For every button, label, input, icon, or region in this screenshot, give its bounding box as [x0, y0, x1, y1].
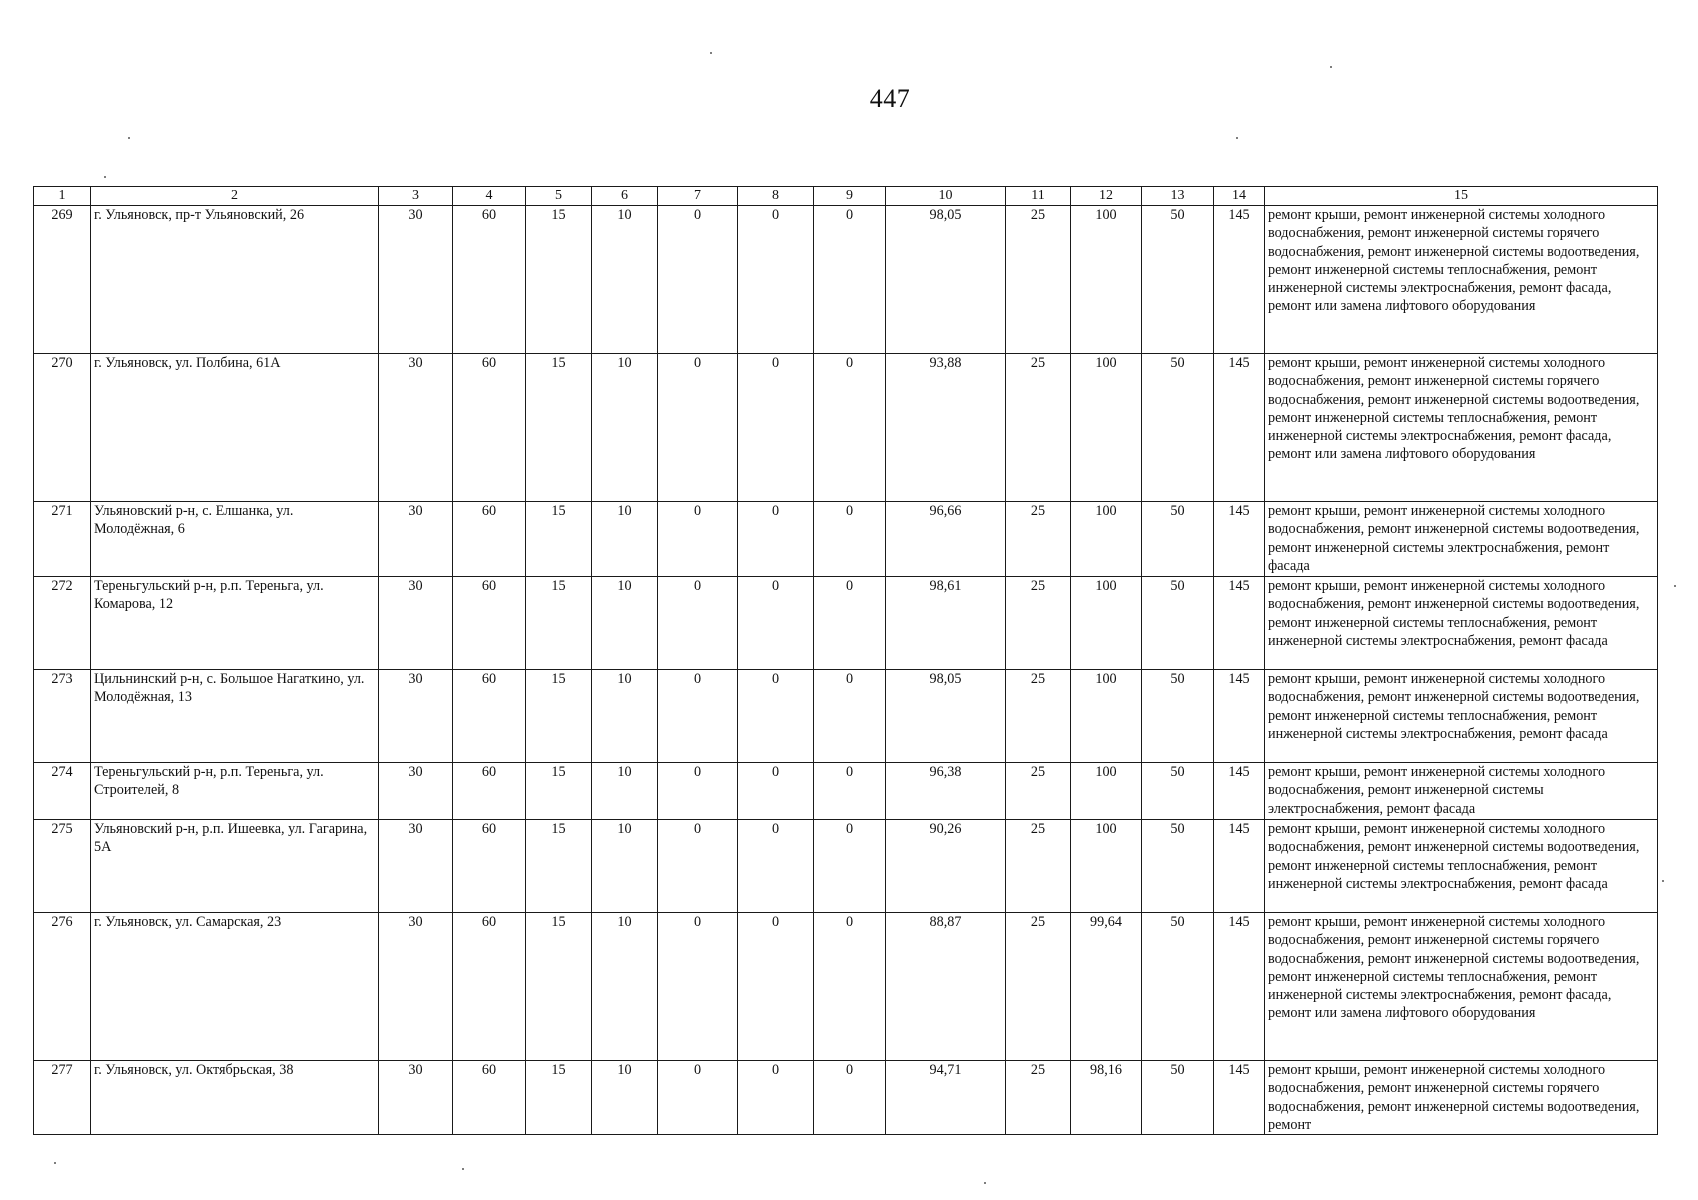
value-cell: 0 — [738, 354, 814, 502]
column-header: 2 — [91, 187, 379, 206]
value-cell: 15 — [526, 1061, 592, 1135]
value-cell: 0 — [658, 913, 738, 1061]
address-cell: г. Ульяновск, ул. Октябрьская, 38 — [91, 1061, 379, 1135]
value-cell: 15 — [526, 206, 592, 354]
value-cell: 0 — [658, 206, 738, 354]
value-cell: 0 — [814, 913, 886, 1061]
value-cell: 0 — [738, 913, 814, 1061]
value-cell: 10 — [592, 206, 658, 354]
value-cell: 30 — [379, 670, 453, 763]
value-cell: 100 — [1071, 763, 1142, 820]
table-row — [34, 502, 1658, 577]
value-cell: 50 — [1142, 670, 1214, 763]
value-cell: 0 — [658, 1061, 738, 1135]
value-cell: 60 — [453, 1061, 526, 1135]
value-cell: 10 — [592, 913, 658, 1061]
value-cell: 145 — [1214, 502, 1265, 577]
column-header: 7 — [658, 187, 738, 206]
address-cell: г. Ульяновск, ул. Самарская, 23 — [91, 913, 379, 1061]
value-cell: 100 — [1071, 577, 1142, 670]
column-header: 11 — [1006, 187, 1071, 206]
value-cell: 30 — [379, 1061, 453, 1135]
value-cell: 0 — [814, 354, 886, 502]
scan-speck — [710, 52, 712, 54]
value-cell: 15 — [526, 763, 592, 820]
header-row — [34, 187, 1658, 206]
value-cell: 15 — [526, 820, 592, 913]
value-cell: 0 — [658, 670, 738, 763]
works-cell: ремонт крыши, ремонт инженерной системы холодного водоснабжения, ремонт инженерной системы горячего водоснабжения, ремонт инженерной системы водоотведения, ремонт инженерной системы теплоснабжения, ремонт инженерной системы электроснабжения, ремонт фасада, ремонт или замена лифтового оборудования — [1265, 354, 1658, 502]
buildings-table — [33, 186, 1658, 1135]
scan-speck — [1330, 66, 1332, 68]
value-cell: 0 — [814, 670, 886, 763]
value-cell: 145 — [1214, 206, 1265, 354]
value-cell: 60 — [453, 206, 526, 354]
value-cell: 25 — [1006, 670, 1071, 763]
value-cell: 0 — [738, 577, 814, 670]
value-cell: 0 — [658, 354, 738, 502]
value-cell: 50 — [1142, 763, 1214, 820]
table-row — [34, 354, 1658, 502]
value-cell: 0 — [814, 577, 886, 670]
column-header: 4 — [453, 187, 526, 206]
value-cell: 25 — [1006, 206, 1071, 354]
address-cell: Тереньгульский р-н, р.п. Тереньга, ул. Строителей, 8 — [91, 763, 379, 820]
value-cell: 50 — [1142, 502, 1214, 577]
scan-speck — [1236, 137, 1238, 139]
row-number: 273 — [34, 670, 91, 763]
value-cell: 98,05 — [886, 206, 1006, 354]
value-cell: 15 — [526, 577, 592, 670]
value-cell: 30 — [379, 763, 453, 820]
value-cell: 25 — [1006, 577, 1071, 670]
value-cell: 145 — [1214, 577, 1265, 670]
value-cell: 50 — [1142, 577, 1214, 670]
table-row — [34, 763, 1658, 820]
value-cell: 0 — [814, 206, 886, 354]
column-header: 13 — [1142, 187, 1214, 206]
table-row — [34, 206, 1658, 354]
value-cell: 60 — [453, 502, 526, 577]
table-row — [34, 820, 1658, 913]
value-cell: 25 — [1006, 1061, 1071, 1135]
works-cell: ремонт крыши, ремонт инженерной системы холодного водоснабжения, ремонт инженерной системы электроснабжения, ремонт фасада — [1265, 763, 1658, 820]
row-number: 275 — [34, 820, 91, 913]
value-cell: 15 — [526, 913, 592, 1061]
value-cell: 0 — [738, 820, 814, 913]
row-number: 272 — [34, 577, 91, 670]
value-cell: 25 — [1006, 763, 1071, 820]
value-cell: 10 — [592, 502, 658, 577]
scan-speck — [128, 137, 130, 139]
value-cell: 50 — [1142, 206, 1214, 354]
value-cell: 60 — [453, 913, 526, 1061]
value-cell: 98,05 — [886, 670, 1006, 763]
row-number: 270 — [34, 354, 91, 502]
value-cell: 10 — [592, 1061, 658, 1135]
value-cell: 145 — [1214, 820, 1265, 913]
register-sheet — [33, 186, 1657, 1135]
value-cell: 60 — [453, 820, 526, 913]
value-cell: 100 — [1071, 670, 1142, 763]
works-cell: ремонт крыши, ремонт инженерной системы холодного водоснабжения, ремонт инженерной системы горячего водоснабжения, ремонт инженерной системы водоотведения, ремонт инженерной системы теплоснабжения, ремонт инженерной системы электроснабжения, ремонт фасада, ремонт или замена лифтового оборудования — [1265, 206, 1658, 354]
works-cell: ремонт крыши, ремонт инженерной системы холодного водоснабжения, ремонт инженерной системы водоотведения, ремонт инженерной системы теплоснабжения, ремонт инженерной системы электроснабжения, ремонт фасада — [1265, 670, 1658, 763]
value-cell: 50 — [1142, 354, 1214, 502]
value-cell: 0 — [738, 670, 814, 763]
value-cell: 0 — [738, 206, 814, 354]
value-cell: 10 — [592, 670, 658, 763]
column-header: 3 — [379, 187, 453, 206]
value-cell: 100 — [1071, 354, 1142, 502]
value-cell: 60 — [453, 577, 526, 670]
column-header: 8 — [738, 187, 814, 206]
value-cell: 0 — [658, 577, 738, 670]
value-cell: 60 — [453, 763, 526, 820]
works-cell: ремонт крыши, ремонт инженерной системы холодного водоснабжения, ремонт инженерной системы водоотведения, ремонт инженерной системы теплоснабжения, ремонт инженерной системы электроснабжения, ремонт фасада — [1265, 820, 1658, 913]
value-cell: 145 — [1214, 354, 1265, 502]
works-cell: ремонт крыши, ремонт инженерной системы холодного водоснабжения, ремонт инженерной системы горячего водоснабжения, ремонт инженерной системы водоотведения, ремонт инженерной системы теплоснабжения, ремонт инженерной системы электроснабжения, ремонт фасада, ремонт или замена лифтового оборудования — [1265, 913, 1658, 1061]
table-row — [34, 1061, 1658, 1135]
column-header: 6 — [592, 187, 658, 206]
value-cell: 0 — [658, 820, 738, 913]
value-cell: 0 — [814, 502, 886, 577]
page-number: 447 — [869, 84, 911, 113]
value-cell: 0 — [658, 763, 738, 820]
works-cell: ремонт крыши, ремонт инженерной системы холодного водоснабжения, ремонт инженерной системы водоотведения, ремонт инженерной системы электроснабжения, ремонт фасада — [1265, 502, 1658, 577]
row-number: 269 — [34, 206, 91, 354]
value-cell: 100 — [1071, 502, 1142, 577]
scan-speck — [462, 1168, 464, 1170]
value-cell: 98,61 — [886, 577, 1006, 670]
row-number: 274 — [34, 763, 91, 820]
value-cell: 100 — [1071, 820, 1142, 913]
value-cell: 50 — [1142, 820, 1214, 913]
value-cell: 50 — [1142, 1061, 1214, 1135]
value-cell: 94,71 — [886, 1061, 1006, 1135]
value-cell: 30 — [379, 502, 453, 577]
value-cell: 100 — [1071, 206, 1142, 354]
value-cell: 60 — [453, 670, 526, 763]
value-cell: 96,38 — [886, 763, 1006, 820]
value-cell: 10 — [592, 577, 658, 670]
scan-speck — [54, 1162, 56, 1164]
value-cell: 10 — [592, 763, 658, 820]
value-cell: 30 — [379, 820, 453, 913]
value-cell: 25 — [1006, 354, 1071, 502]
value-cell: 98,16 — [1071, 1061, 1142, 1135]
table-row — [34, 577, 1658, 670]
scan-speck — [1674, 585, 1676, 587]
value-cell: 0 — [814, 820, 886, 913]
value-cell: 15 — [526, 502, 592, 577]
value-cell: 145 — [1214, 670, 1265, 763]
scan-speck — [984, 1182, 986, 1184]
value-cell: 30 — [379, 354, 453, 502]
value-cell: 25 — [1006, 913, 1071, 1061]
value-cell: 30 — [379, 913, 453, 1061]
value-cell: 30 — [379, 577, 453, 670]
value-cell: 99,64 — [1071, 913, 1142, 1061]
column-header: 9 — [814, 187, 886, 206]
value-cell: 60 — [453, 354, 526, 502]
works-cell: ремонт крыши, ремонт инженерной системы холодного водоснабжения, ремонт инженерной системы горячего водоснабжения, ремонт инженерной системы водоотведения, ремонт — [1265, 1061, 1658, 1135]
row-number: 271 — [34, 502, 91, 577]
value-cell: 145 — [1214, 913, 1265, 1061]
value-cell: 15 — [526, 670, 592, 763]
value-cell: 50 — [1142, 913, 1214, 1061]
value-cell: 10 — [592, 354, 658, 502]
column-header: 15 — [1265, 187, 1658, 206]
address-cell: Цильнинский р-н, с. Большое Нагаткино, ул. Молодёжная, 13 — [91, 670, 379, 763]
value-cell: 0 — [814, 763, 886, 820]
value-cell: 96,66 — [886, 502, 1006, 577]
column-header: 5 — [526, 187, 592, 206]
value-cell: 145 — [1214, 763, 1265, 820]
address-cell: Тереньгульский р-н, р.п. Тереньга, ул. Комарова, 12 — [91, 577, 379, 670]
value-cell: 90,26 — [886, 820, 1006, 913]
address-cell: Ульяновский р-н, р.п. Ишеевка, ул. Гагарина, 5А — [91, 820, 379, 913]
address-cell: Ульяновский р-н, с. Елшанка, ул. Молодёжная, 6 — [91, 502, 379, 577]
scan-speck — [1662, 880, 1664, 882]
value-cell: 30 — [379, 206, 453, 354]
column-header: 10 — [886, 187, 1006, 206]
works-cell: ремонт крыши, ремонт инженерной системы холодного водоснабжения, ремонт инженерной системы водоотведения, ремонт инженерной системы теплоснабжения, ремонт инженерной системы электроснабжения, ремонт фасада — [1265, 577, 1658, 670]
table-row — [34, 670, 1658, 763]
column-header: 14 — [1214, 187, 1265, 206]
value-cell: 25 — [1006, 820, 1071, 913]
column-header: 1 — [34, 187, 91, 206]
value-cell: 0 — [814, 1061, 886, 1135]
value-cell: 0 — [658, 502, 738, 577]
address-cell: г. Ульяновск, ул. Полбина, 61А — [91, 354, 379, 502]
value-cell: 25 — [1006, 502, 1071, 577]
value-cell: 0 — [738, 1061, 814, 1135]
value-cell: 88,87 — [886, 913, 1006, 1061]
table-row — [34, 913, 1658, 1061]
address-cell: г. Ульяновск, пр-т Ульяновский, 26 — [91, 206, 379, 354]
column-header: 12 — [1071, 187, 1142, 206]
value-cell: 0 — [738, 502, 814, 577]
value-cell: 15 — [526, 354, 592, 502]
value-cell: 93,88 — [886, 354, 1006, 502]
value-cell: 10 — [592, 820, 658, 913]
row-number: 277 — [34, 1061, 91, 1135]
row-number: 276 — [34, 913, 91, 1061]
value-cell: 145 — [1214, 1061, 1265, 1135]
scan-speck — [104, 176, 106, 178]
value-cell: 0 — [738, 763, 814, 820]
